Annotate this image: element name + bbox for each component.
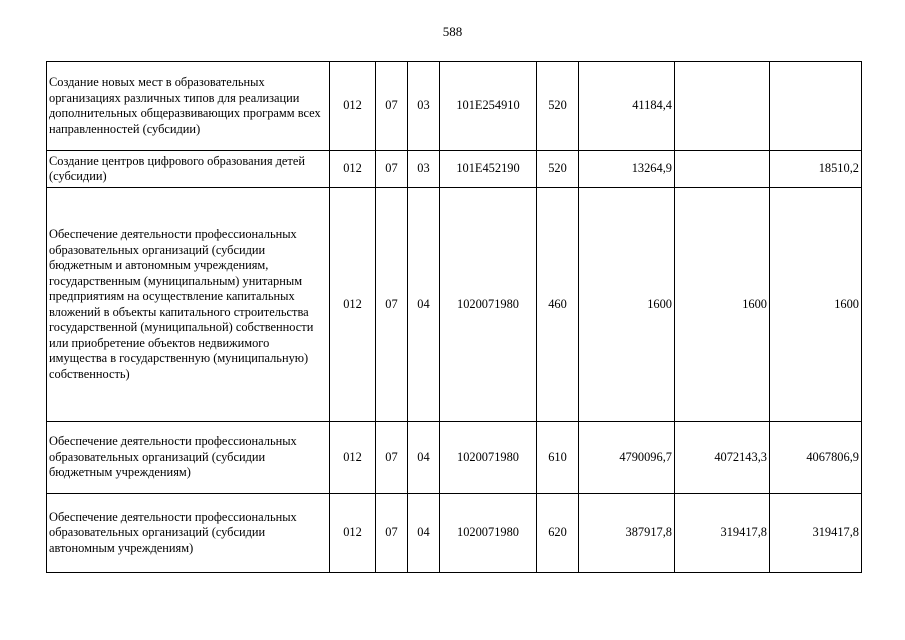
expense-type-code: 610: [537, 422, 579, 494]
ministry-code: 012: [330, 422, 376, 494]
target-article-code: 1020071980: [440, 188, 537, 422]
row-description: Создание центров цифрового образования детей (субсидии): [47, 151, 330, 188]
subsection-code: 03: [408, 151, 440, 188]
amount-year-1: 4790096,7: [579, 422, 675, 494]
row-description: Обеспечение деятельности профессиональных образовательных организаций (субсидии бюджетным и автономным учреждениям, государственным (муниципальным) унитарным предприятиям на осуществление капитальных вложений в объекты капитального строительства государственной (муниципальной) собственности или приобретение объектов недвижимого имущества в государственную (муниципальную) собственность): [47, 188, 330, 422]
amount-year-1: 41184,4: [579, 62, 675, 151]
subsection-code: 04: [408, 494, 440, 573]
subsection-code: 03: [408, 62, 440, 151]
amount-year-2: [675, 62, 770, 151]
table-row: [47, 422, 862, 494]
row-description: Обеспечение деятельности профессиональных образовательных организаций (субсидии автономным учреждениям): [47, 494, 330, 573]
row-description: Обеспечение деятельности профессиональных образовательных организаций (субсидии бюджетным учреждениям): [47, 422, 330, 494]
target-article-code: 101E452190: [440, 151, 537, 188]
amount-year-1: 1600: [579, 188, 675, 422]
amount-year-3: [770, 62, 862, 151]
expense-type-code: 620: [537, 494, 579, 573]
amount-year-3: 18510,2: [770, 151, 862, 188]
expense-type-code: 520: [537, 151, 579, 188]
amount-year-3: 4067806,9: [770, 422, 862, 494]
page-number: 588: [442, 24, 463, 39]
amount-year-2: 319417,8: [675, 494, 770, 573]
amount-year-3: 1600: [770, 188, 862, 422]
amount-year-3: 319417,8: [770, 494, 862, 573]
table-row: [47, 151, 862, 188]
ministry-code: 012: [330, 188, 376, 422]
table-row: [47, 494, 862, 573]
expense-type-code: 460: [537, 188, 579, 422]
amount-year-1: 387917,8: [579, 494, 675, 573]
ministry-code: 012: [330, 494, 376, 573]
expense-type-code: 520: [537, 62, 579, 151]
section-code: 07: [376, 494, 408, 573]
amount-year-2: 4072143,3: [675, 422, 770, 494]
subsection-code: 04: [408, 422, 440, 494]
ministry-code: 012: [330, 62, 376, 151]
section-code: 07: [376, 151, 408, 188]
table-row: [47, 188, 862, 422]
section-code: 07: [376, 62, 408, 151]
subsection-code: 04: [408, 188, 440, 422]
target-article-code: 1020071980: [440, 422, 537, 494]
target-article-code: 1020071980: [440, 494, 537, 573]
amount-year-2: 1600: [675, 188, 770, 422]
amount-year-2: [675, 151, 770, 188]
section-code: 07: [376, 422, 408, 494]
target-article-code: 101E254910: [440, 62, 537, 151]
table-row: [47, 62, 862, 151]
ministry-code: 012: [330, 151, 376, 188]
budget-table: [46, 61, 862, 573]
row-description: Создание новых мест в образовательных организациях различных типов для реализации дополнительных общеразвивающих программ всех направленностей (субсидии): [47, 62, 330, 151]
amount-year-1: 13264,9: [579, 151, 675, 188]
section-code: 07: [376, 188, 408, 422]
